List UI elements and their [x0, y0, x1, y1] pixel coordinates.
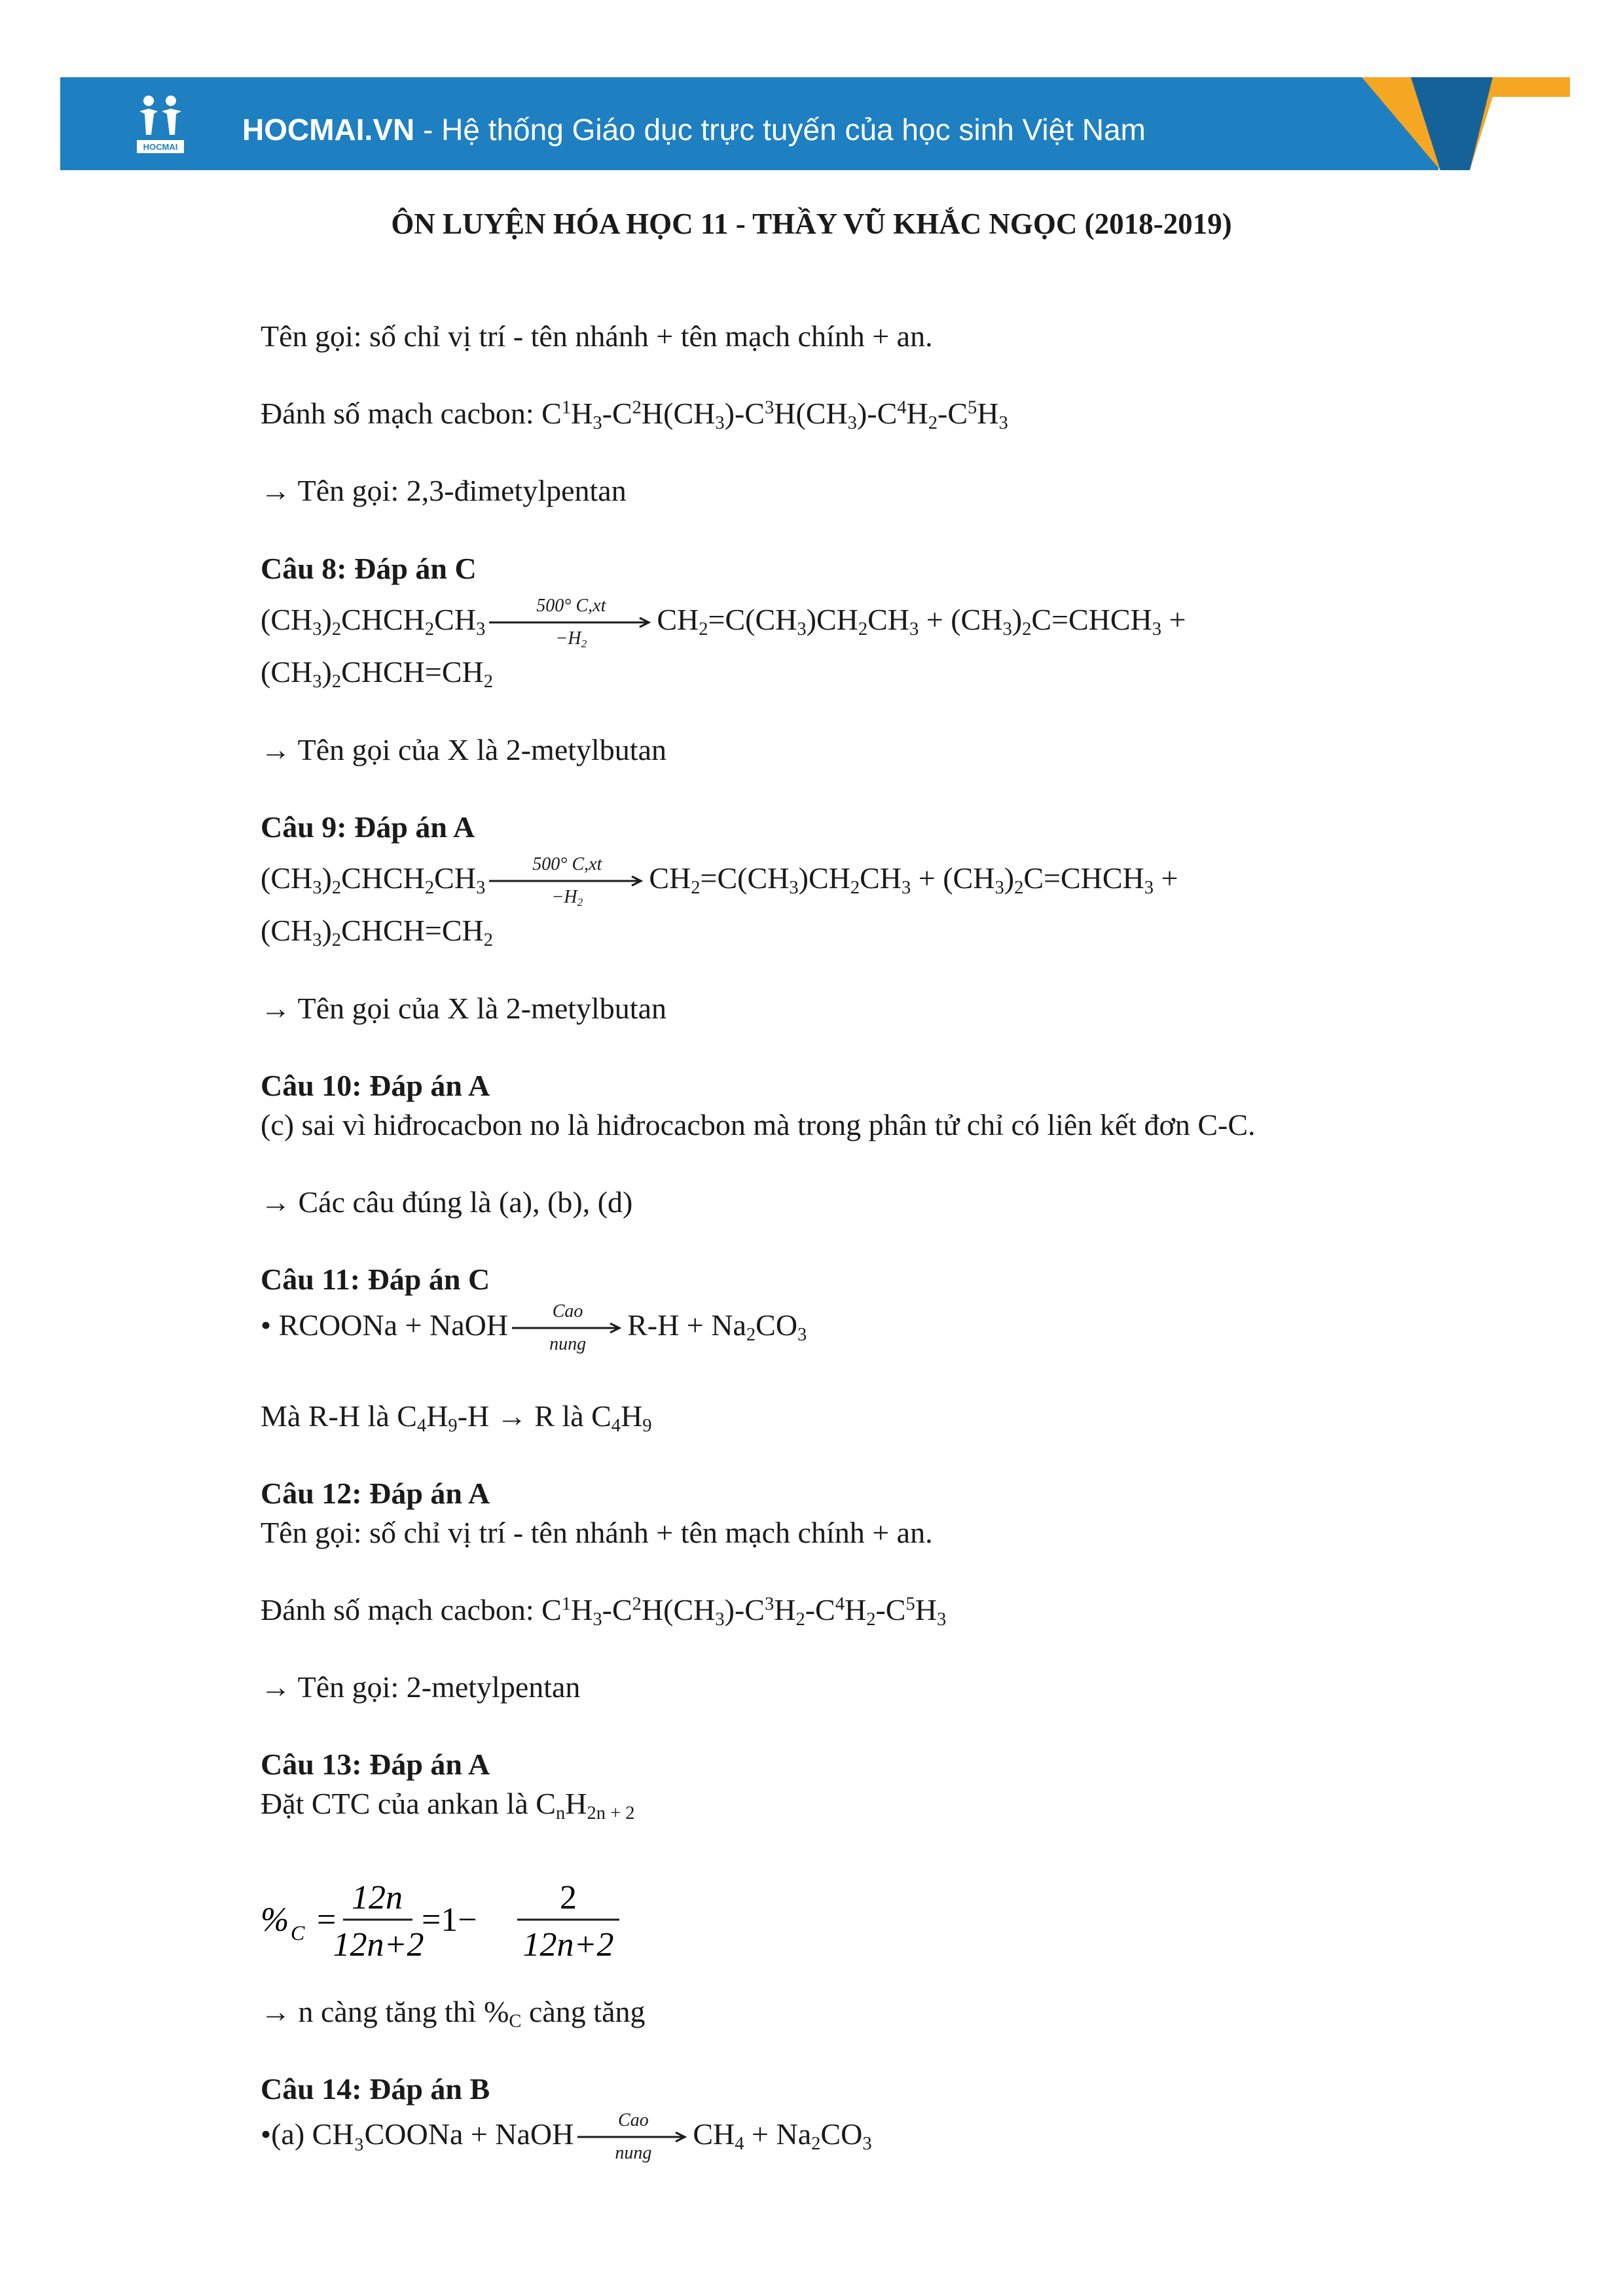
fraction1-denominator: 12n+2 — [333, 1926, 424, 1964]
q11-conclusion: Mà R-H là $C_4H_9-H \to R$ là $C_4H_9$ — [261, 1399, 652, 1436]
arrow-bottom-label: $-H_2$ — [555, 628, 587, 651]
percent-carbon-formula — [261, 1872, 666, 1970]
q10-explanation: (c) sai vì hiđrocacbon no là hiđrocacbon mà trong phân tử chỉ có liên kết đơn C-C. — [261, 1108, 1256, 1141]
q14-equation: •(a) CH₃COONa + NaOH Cao nung $CH_4 + Na_2CO_3$ — [261, 2110, 872, 2164]
q11-heading: Câu 11: Đáp án C — [261, 1263, 490, 1296]
reaction-arrow-icon — [577, 2110, 689, 2164]
naming-rule-line: Tên gọi: số chỉ vị trí - tên nhánh + tên mạch chính + an. — [261, 319, 933, 353]
fraction1-numerator: 12n — [352, 1879, 403, 1916]
fraction2-denominator: 12n+2 — [522, 1926, 614, 1964]
q12-conclusion: → Tên gọi: 2-metylpentan — [261, 1670, 581, 1704]
document-title: ÔN LUYỆN HÓA HỌC 11 - THẦY VŨ KHẮC NGỌC (2018-2019) — [391, 207, 1232, 240]
q14-reactants: •(a) CH₃COONa + NaOH — [261, 2117, 574, 2151]
brand-name: HOCMAI.VN — [242, 113, 415, 147]
arrow-top-label: Cao — [552, 1301, 583, 1322]
hocmai-logo-icon — [134, 92, 187, 157]
q10-conclusion: → Các câu đúng là (a), (b), (d) — [261, 1185, 633, 1219]
q12-naming-rule: Tên gọi: số chỉ vị trí - tên nhánh + tên mạch chính + an. — [261, 1516, 933, 1549]
formula-lhs: % — [261, 1901, 289, 1939]
formula-lhs-sub: C — [291, 1921, 305, 1945]
q11-reactants: • RCOONa + NaOH — [261, 1308, 509, 1342]
q11-equation: • RCOONa + NaOH Cao nung $R-H + Na_2CO_3$ — [261, 1301, 807, 1355]
q9-equation-cont: $(CH_3)_2CHCH=CH_2$ — [261, 914, 494, 950]
q13-heading: Câu 13: Đáp án A — [261, 1748, 490, 1781]
carbon-numbering-line: Đánh số mạch cacbon: $C^1H_3-C^2H(CH_3)-C^3H(CH_3)-C^4H_2-C^5H_3$ — [261, 397, 1008, 433]
q9-heading: Câu 9: Đáp án A — [261, 810, 475, 844]
svg-text:=: = — [317, 1901, 337, 1939]
arrow-top-label: 500° C,xt — [536, 596, 606, 617]
q8-equation: $(CH_3)_2CHCH_2CH_3$ 500° C,xt $-H_2$ $CH_2=C(CH_3)CH_2CH_3$ + $(CH_3)_2C=CHCH_3$ + — [261, 596, 1186, 651]
arrow-top-label: Cao — [618, 2110, 649, 2131]
fraction2-numerator: 2 — [560, 1879, 577, 1916]
q14-heading: Câu 14: Đáp án B — [261, 2072, 490, 2106]
q10-heading: Câu 10: Đáp án A — [261, 1069, 490, 1102]
q8-equation-cont: $(CH_3)_2CHCH=CH_2$ — [261, 655, 494, 692]
q12-carbon-numbering: Đánh số mạch cacbon: $C^1H_3-C^2H(CH_3)-C^3H_2-C^4H_2-C^5H_3$ — [261, 1593, 947, 1630]
formula-middle: =1− — [422, 1901, 477, 1939]
q9-equation: $(CH_3)_2CHCH_2CH_3$ 500° C,xt $-H_2$ $CH_2=C(CH_3)CH_2CH_3$ + $(CH_3)_2C=CHCH_3$ + — [261, 854, 1178, 909]
header-brand — [242, 110, 1146, 149]
q13-general-formula: Đặt CTC của ankan là $C_nH_{2n + 2}$ — [261, 1787, 635, 1823]
q9-conclusion: → Tên gọi của X là 2-metylbutan — [261, 992, 666, 1025]
reaction-arrow-icon — [512, 1301, 623, 1355]
q13-conclusion: → n càng tăng thì $\%_C$ càng tăng — [261, 1995, 646, 2032]
arrow-bottom-label: $-H_2$ — [551, 887, 583, 909]
arrow-bottom-label: nung — [549, 1334, 587, 1355]
arrow-bottom-label: nung — [615, 2143, 652, 2164]
header-corner-stripe — [1362, 77, 1570, 170]
name-result-line: → Tên gọi: 2,3-đimetylpentan — [261, 474, 627, 507]
q12-heading: Câu 12: Đáp án A — [261, 1477, 490, 1510]
arrow-top-label: 500° C,xt — [532, 854, 602, 875]
reaction-arrow-icon — [489, 854, 645, 909]
brand-tagline: - Hệ thống Giáo dục trực tuyến của học sinh Việt Nam — [414, 113, 1146, 147]
svg-text:HOCMAI: HOCMAI — [143, 142, 178, 152]
q8-conclusion: → Tên gọi của X là 2-metylbutan — [261, 733, 666, 766]
q8-heading: Câu 8: Đáp án C — [261, 552, 477, 585]
reaction-arrow-icon — [489, 596, 653, 651]
